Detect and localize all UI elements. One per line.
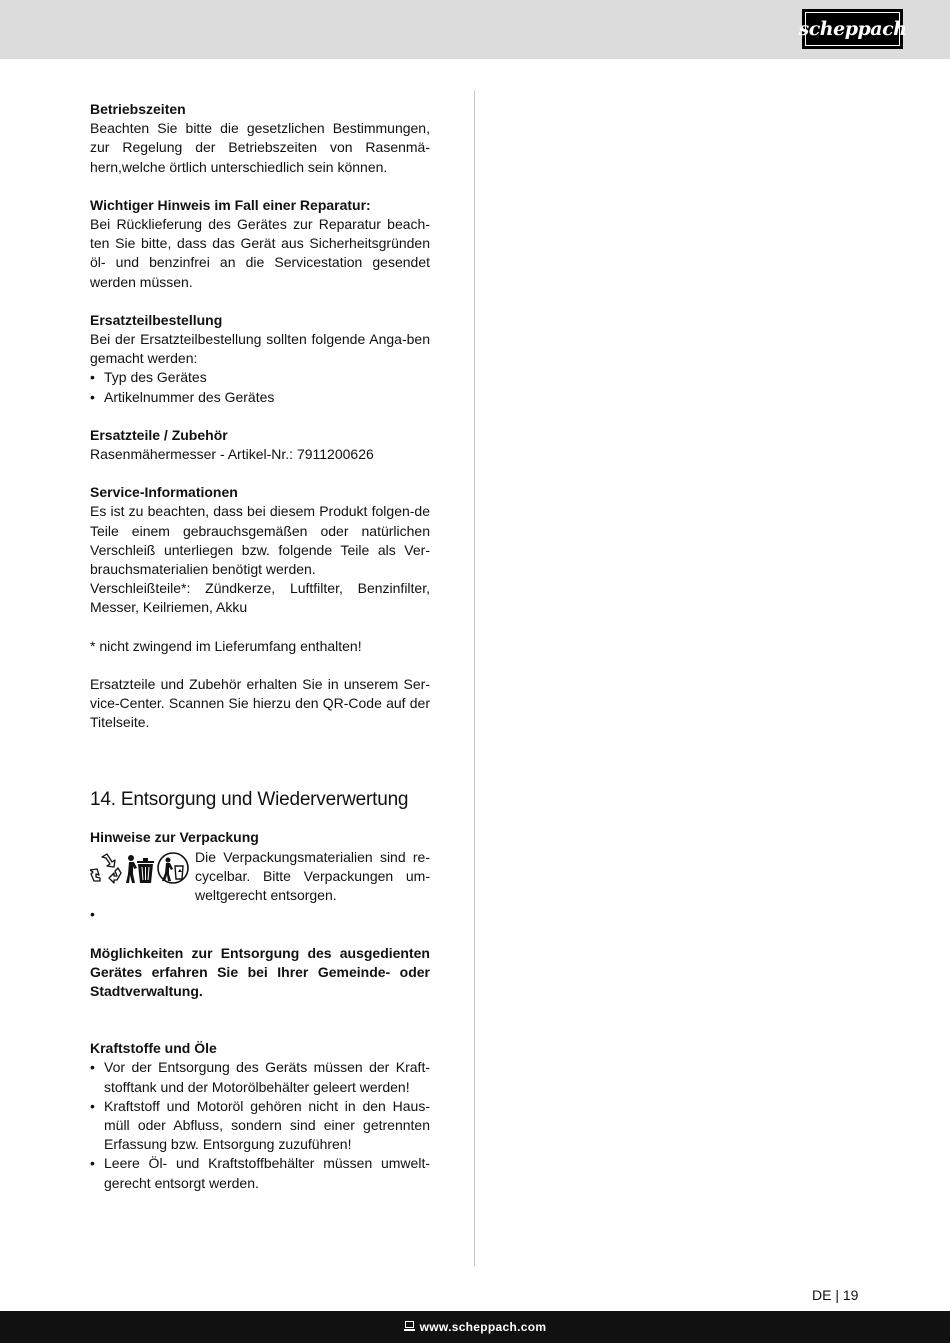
packaging-icons [90,848,195,884]
list-item: • Leere Öl- und Kraftstoffbehälter müssen umwelt-gerecht entsorgt werden. [90,1154,430,1192]
packaging-row [90,848,430,906]
footer-bar [0,1311,950,1343]
list-item: • Vor der Entsorgung des Geräts müssen der Kraft-stofftank und der Motorölbehälter geleert werden! [90,1058,430,1096]
text-zubehoer: Rasenmähermesser - Artikel-Nr.: 7911200626 [90,446,374,463]
trash-bin-person-icon [126,852,154,884]
section-title-14: 14. Entsorgung und Wiederverwertung [90,789,409,811]
list-item: • Kraftstoff und Motoröl gehören nicht in den Haus-müll oder Abfluss, sondern sind einer getrennten Erfassung bzw. Entsorgung zuzuführen! [90,1097,430,1155]
disposal-text: Möglichkeiten zur Entsorgung des ausgedienten Gerätes erfahren Sie bei Ihrer Gemeinde- oder Stadtverwaltung. [90,944,430,999]
list-item: • Typ des Gerätes [90,368,430,387]
computer-icon [404,1320,415,1334]
list-ersatzteilbestellung [90,368,430,406]
text-service-note: * nicht zwingend im Lieferumfang enthalten! [90,637,362,654]
text-service-3: Ersatzteile und Zubehör erhalten Sie in unserem Ser-vice-Center. Scannen Sie hierzu den QR-Code auf der Titelseite. [90,675,430,731]
brand-logo [798,9,907,49]
list-kraftstoffe [90,1058,430,1192]
text-ersatzteilbestellung: Bei der Ersatzteilbestellung sollten folgende Anga-ben gemacht werden: [90,331,430,367]
recycle-person-icon [156,852,190,884]
text-betriebszeiten: Beachten Sie bitte die gesetzlichen Bestimmungen, zur Regelung der Betriebszeiten von Rasenmä-hern,welche örtlich unterschiedlich sein können. [90,120,430,175]
list-item: • Artikelnummer des Gerätes [90,388,430,407]
text-service-1: Es ist zu beachten, dass bei diesem Produkt folgen-de Teile einem gebrauchsgemäßen oder natürlichen Verschleiß unterliegen bzw. folgende Teile als Ver-brauchsmaterialien benötigt werden. [90,503,430,578]
heading-betriebszeiten: Betriebszeiten [90,101,186,117]
website-link[interactable]: www.scheppach.com [419,1320,547,1334]
heading-service: Service-Informationen [90,484,238,501]
logo-text: scheppach [798,18,907,40]
recycle-icon [90,852,124,884]
heading-reparatur: Wichtiger Hinweis im Fall einer Reparatur: [90,196,371,213]
heading-ersatzteilbestellung: Ersatzteilbestellung [90,311,223,328]
heading-kraftstoffe: Kraftstoffe und Öle [90,1040,217,1057]
text-reparatur: Bei Rücklieferung des Gerätes zur Reparatur beach-ten Sie bitte, dass das Gerät aus Sicherheitsgründen öl- und benzinfrei an die Servicestation gesendet werden müssen. [90,216,430,290]
left-column [90,100,430,1193]
heading-verpackung: Hinweise zur Verpackung [90,829,259,846]
text-service-2: Verschleißteile*: Zündkerze, Luftfilter, Benzinfilter, Messer, Keilriemen, Akku [90,580,430,616]
packaging-bullet: • [90,906,95,923]
column-divider [474,90,475,1266]
packaging-text: Die Verpackungsmaterialien sind re-cycelbar. Bitte Verpackungen um-weltgerecht entsorgen. [195,848,430,904]
heading-zubehoer: Ersatzteile / Zubehör [90,426,228,443]
page-number: DE | 19 [812,1287,859,1303]
